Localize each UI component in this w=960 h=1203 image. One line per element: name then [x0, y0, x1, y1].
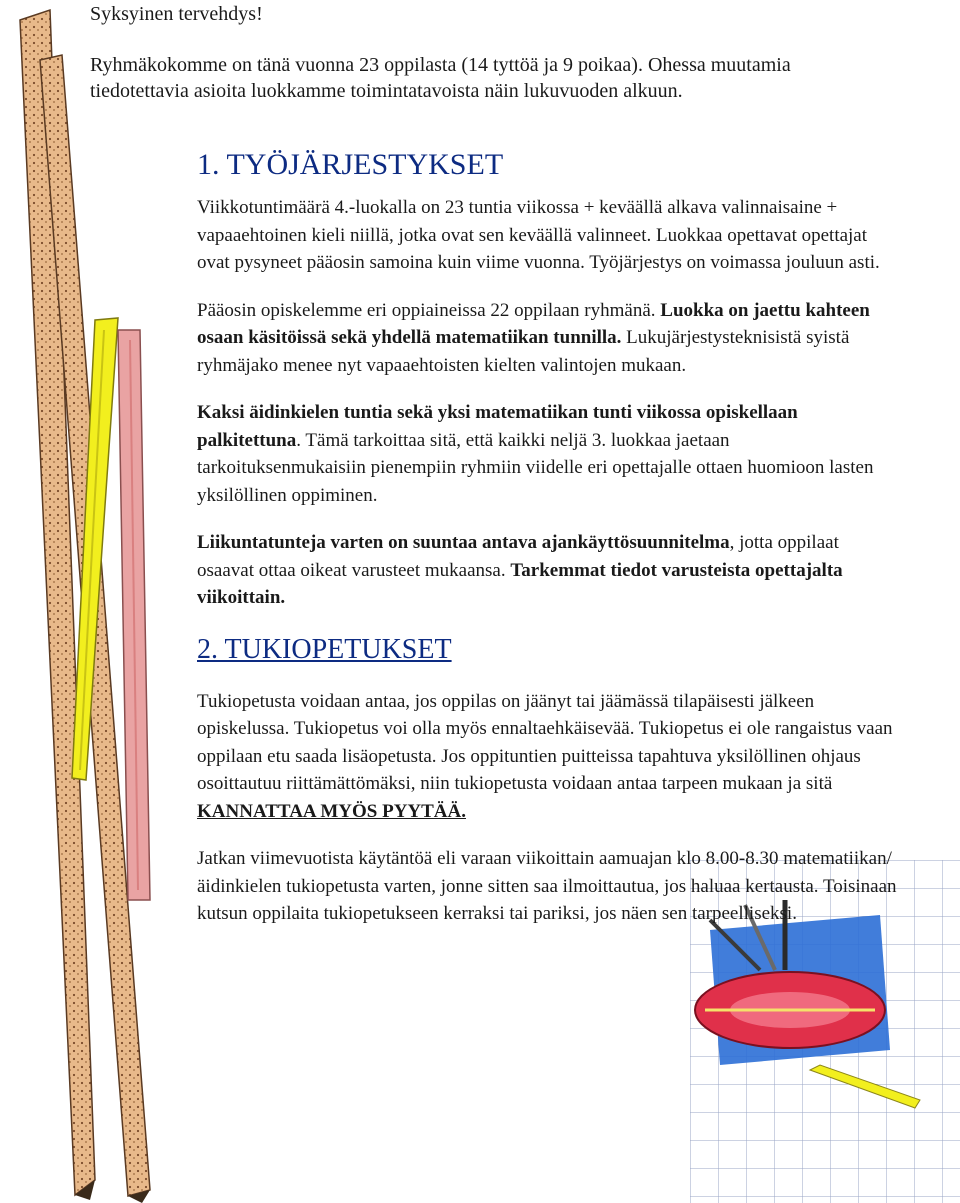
s1p2-text-c: Lukujärjestysteknisistä syistä ryhmäjako menee nyt vapaaehtoisten kielten valintojen mukaan.	[197, 327, 850, 376]
section-1-paragraph-4	[197, 529, 897, 612]
section-2-paragraph-1	[197, 688, 897, 826]
section-1-paragraph-2	[197, 297, 897, 380]
s1p3-bold: Kaksi äidinkielen tuntia sekä yksi matematiikan tunti viikossa opiskellaan palkitettuna	[197, 402, 798, 451]
s2p1-underlined: KANNATTAA MYÖS PYYTÄÄ.	[197, 800, 466, 822]
intro-paragraph: Ryhmäkokomme on tänä vuonna 23 oppilasta (14 tyttöä ja 9 poikaa). Ohessa muutamia tiedotettavia asioita luokkamme toimintatavoista näin lukuvuoden alkuun.	[90, 54, 791, 102]
main-content	[197, 146, 897, 948]
section-2-paragraph-2: Jatkan viimevuotista käytäntöä eli varaan viikoittain aamuajan klo 8.00-8.30 matematiikan/äidinkielen tukiopetusta varten, jonne sitten saa ilmoittautua, jos haluaa kertausta. Toisinaan kutsun oppilaita tukiopetukseen kerraksi tai pariksi, jos näen sen tarpeelliseksi.	[197, 848, 897, 924]
s2p1-text: Tukiopetusta voidaan antaa, jos oppilas on jäänyt tai jäämässä tilapäisesti jälkeen opiskelussa. Tukiopetus voi olla myös ennaltaehkäisevää. Tukiopetus ei ole rangaistus vaan oppilaan etu saada lisäopetusta. Jos oppituntien puitteissa tapahtuva yksilöllinen ohjaus osoittautuu riittämättömäksi, niin tukiopetusta voidaan antaa tarpeen mukaan ja sitä	[197, 690, 893, 794]
s1p2-bold: Luokka on jaettu kahteen osaan käsitöissä sekä yhdellä matematiikan tunnilla.	[197, 299, 870, 348]
section-1-paragraph-3	[197, 399, 897, 509]
s1p4-bold-a: Liikuntatunteja varten on suuntaa antava ajankäyttösuunnitelma	[197, 532, 730, 553]
section-1-paragraph-1: Viikkotuntimäärä 4.-luokalla on 23 tuntia viikossa + keväällä alkava valinnaisaine + vapaaehtoinen kieli niillä, jotka ovat sen keväällä valinneet. Luokkaa opettavat opettajat ovat pysyneet pääosin samoina kuin viime vuonna. Työjärjestys on voimassa jouluun asti.	[197, 197, 880, 273]
greeting: Syksyinen tervehdys!	[90, 3, 263, 25]
s1p4-bold-c: Tarkemmat tiedot varusteista opettajalta viikoittain.	[197, 559, 843, 608]
s1p2-text-a: Pääosin opiskelemme eri oppiaineissa 22 oppilaan ryhmänä.	[197, 299, 661, 321]
s1p4-text: , jotta oppilaat osaavat ottaa oikeat varusteet mukaansa.	[197, 532, 839, 581]
s1p3-text: . Tämä tarkoittaa sitä, että kaikki neljä 3. luokkaa jaetaan tarkoituksenmukaisiin pienempiin ryhmiin viidelle eri opettajalle ottaen huomioon lasten yksilöllinen oppiminen.	[197, 429, 874, 506]
section-2-heading: 2. TUKIOPETUKSET	[197, 633, 452, 665]
section-1-heading: 1. TYÖJÄRJESTYKSET	[197, 148, 504, 181]
